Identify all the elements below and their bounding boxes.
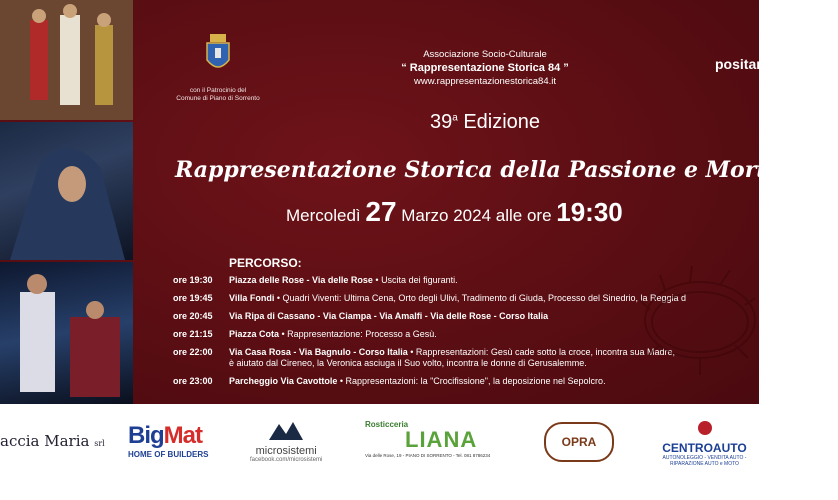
- centroauto-sub: AUTONOLEGGIO - VENDITA AUTO - RIPARAZIONE AUTO e MOTO: [662, 455, 747, 467]
- bigmat-logo: [128, 422, 208, 450]
- photo-strip: [0, 0, 133, 404]
- percorso-item: ore 23:00 Parcheggio Via Cavottole • Rappresentazioni: la "Crocifissione", la deposizione nel Sepolcro.: [173, 376, 606, 386]
- edition-label: Edizione: [463, 111, 541, 133]
- percorso-place: Villa Fondi: [229, 293, 275, 303]
- percorso-desc: Uscita dei figuranti.: [381, 275, 458, 285]
- liana-address: Via delle Rose, 19 - PIANO DI SORRENTO - Tel. 081 8786234: [365, 453, 491, 458]
- liana-name: LIANA: [405, 427, 478, 452]
- patronage-line-2: Comune di Piano di Sorrento: [176, 95, 260, 102]
- sponsor-microsistemi: [250, 420, 322, 463]
- bigmat-big: Big: [128, 422, 164, 449]
- edition-heading: [360, 111, 610, 134]
- crown-of-thorns-icon: [620, 240, 759, 390]
- crest-icon: [205, 34, 231, 74]
- bigmat-mat: Mat: [163, 422, 203, 449]
- passion-scene-illustration: [0, 262, 133, 404]
- photo-roman-soldiers: [0, 0, 133, 120]
- date-time: 19:30: [556, 197, 623, 227]
- centroauto-name: CENTROAUTO: [662, 441, 747, 455]
- percorso-item: ore 19:30 Piazza delle Rose - Via delle Rose • Uscita dei figuranti.: [173, 275, 458, 285]
- percorso-place: Piazza Cota: [229, 329, 280, 339]
- photo-passion-scene: [0, 262, 133, 404]
- date-weekday: Mercoledì: [286, 206, 361, 225]
- percorso-heading: PERCORSO:: [229, 256, 302, 270]
- microsistemi-facebook: facebook.com/microsistemi: [250, 457, 323, 463]
- soldiers-illustration: [0, 0, 133, 120]
- percorso-desc: Rappresentazioni: Gesù cade sotto la croce, incontra sua Madre,: [415, 347, 676, 357]
- photo-veiled-figure: [0, 122, 133, 260]
- percorso-place: Piazza delle Rose - Via delle Rose: [229, 275, 373, 285]
- percorso-time: ore 21:15: [173, 329, 213, 339]
- bigmat-tagline: HOME OF BUILDERS: [128, 450, 209, 459]
- association-website[interactable]: www.rappresentazionestorica84.it: [413, 76, 557, 87]
- percorso-desc-continued: è aiutato dal Cireneo, la Veronica asciuga il Suo volto, incontra le donne di Gerusalemme.: [229, 358, 587, 368]
- date-month-year: Marzo 2024 alle ore: [401, 206, 552, 225]
- sponsor-opra: OPRA: [544, 422, 614, 462]
- association-type: Associazione Socio-Culturale: [423, 49, 547, 60]
- microsistemi-mountain-icon: [269, 420, 303, 440]
- sponsor-bigmat: [128, 422, 208, 459]
- edition-number: 39: [429, 111, 453, 133]
- sponsor-caccia-maria: [0, 432, 105, 450]
- percorso-time: ore 22:00: [173, 347, 213, 357]
- patronage-line-1: con il Patrocinio del: [189, 87, 247, 94]
- patronage-block: [168, 34, 268, 103]
- edition-ordinal: a: [452, 112, 458, 124]
- sponsor-centroauto: [650, 420, 759, 467]
- veiled-figure-illustration: [0, 122, 133, 260]
- caccia-suffix: srl: [94, 439, 105, 448]
- percorso-time: ore 20:45: [173, 311, 213, 321]
- fiat-badge-icon: [697, 420, 713, 436]
- percorso-item: ore 22:00 Via Casa Rosa - Via Bagnulo - Corso Italia • Rappresentazioni: Gesù cade sotto la croce, incontra sua Madre, è aiutato dal Cireneo, la Veronica asciuga il Suo volto, incontra le donne di Gerusalemme.: [173, 347, 759, 369]
- event-title: Rappresentazione Storica della Passione e Morte di G: [175, 157, 838, 183]
- liana-rosticceria: Rosticceria: [365, 420, 409, 429]
- percorso-desc: Rappresentazioni: la "Crocifissione", la deposizione nel Sepolcro.: [345, 376, 606, 386]
- positano-logo: positano: [715, 56, 774, 72]
- sponsor-bar: [0, 404, 759, 500]
- date-day: 27: [365, 196, 397, 227]
- caccia-name: accia Maria: [0, 432, 90, 450]
- association-block: [360, 49, 610, 87]
- percorso-desc: Rappresentazione: Processo a Gesù.: [287, 329, 437, 339]
- sponsor-liana: [365, 420, 490, 458]
- percorso-item: ore 19:45 Villa Fondi • Quadri Viventi: Ultima Cena, Orto degli Ulivi, Tradimento di Giuda, Processo del Sinedrio, la Reggia d: [173, 293, 687, 303]
- event-date: [286, 196, 623, 228]
- percorso-place: Parcheggio Via Cavottole: [229, 376, 338, 386]
- percorso-place: Via Casa Rosa - Via Bagnulo - Corso Italia: [229, 347, 408, 357]
- percorso-place: Via Ripa di Cassano - Via Ciampa - Via Amalfi - Via delle Rose - Corso Italia: [229, 311, 549, 321]
- percorso-time: ore 19:30: [173, 275, 213, 285]
- association-name: “ Rappresentazione Storica 84 ”: [401, 62, 569, 74]
- percorso-time: ore 23:00: [173, 376, 213, 386]
- microsistemi-name: microsistemi: [255, 445, 317, 457]
- percorso-item: ore 21:15 Piazza Cota • Rappresentazione: Processo a Gesù.: [173, 329, 437, 339]
- percorso-time: ore 19:45: [173, 293, 213, 303]
- percorso-desc: Quadri Viventi: Ultima Cena, Orto degli Ulivi, Tradimento di Giuda, Processo del Sinedrio, la Reggia d: [282, 293, 687, 303]
